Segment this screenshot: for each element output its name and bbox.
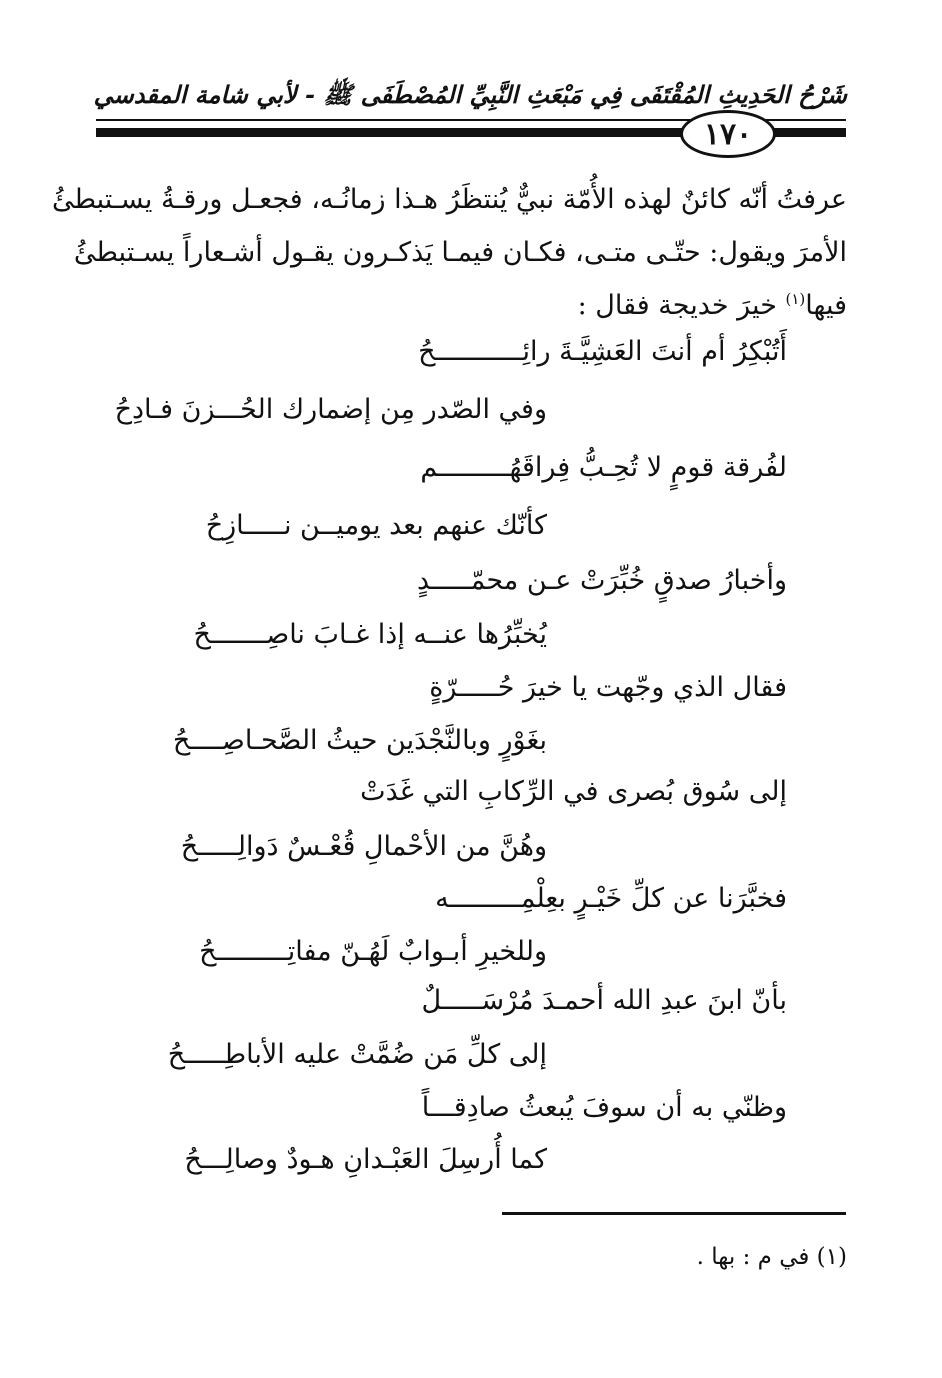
prose-line-1: عرفتُ أنّه كائنٌ لهذه الأُمّة نبيٌّ يُنتظَرُ هـذا زمانُـه، فجعـل ورقـةُ يسـتبطئُ bbox=[51, 184, 847, 215]
footnote-divider bbox=[502, 1212, 846, 1215]
prose-line-3-end: خيرَ خديجة فقال : bbox=[577, 290, 786, 321]
footnote: (١) في م : بها . bbox=[696, 1244, 847, 1270]
verse-line: بأنّ ابنَ عبدِ الله أحمـدَ مُرْسَـــــلٌ bbox=[421, 985, 787, 1016]
verse-line: أَتُبْكِرُ أم أنتَ العَشِيَّـةَ رائِـــــــــــحُ bbox=[418, 336, 787, 367]
page-number-badge bbox=[680, 110, 776, 158]
verse-line: وظنّي به أن سوفَ يُبعثُ صادِقـــاً bbox=[421, 1092, 787, 1123]
prose-line-3 bbox=[92, 279, 847, 332]
verse-line: لفُرقة قومٍ لا تُحِـبُّ فِراقَهُـــــــــم bbox=[420, 452, 787, 483]
running-header-title: شَرْحُ الحَدِيثِ المُقْتَفَى فِي مَبْعَثِ النَّبِيِّ المُصْطَفَى ﷺ - لأبي شامة المقدسي bbox=[93, 80, 847, 109]
verse-line: فقال الذي وجّهت يا خيرَ حُـــــرّةٍ bbox=[429, 672, 787, 703]
verse-line: إلى كلِّ مَن ضُمَّتْ عليه الأباطِـــــحُ bbox=[167, 1039, 547, 1070]
page-number: ١٧٠ bbox=[703, 116, 753, 152]
verse-line: وأخبارُ صدقٍ خُبِّرَتْ عـن محمّـــــدٍ bbox=[417, 565, 787, 596]
verse-line: كأنّك عنهم بعد يوميــن نـــــازِحُ bbox=[205, 510, 547, 541]
footnote-marker: (١) bbox=[785, 290, 806, 308]
verse-line: وفي الصّدر مِن إضمارك الحُـــزنَ فـادِحُ bbox=[114, 394, 547, 425]
verse-line: إلى سُوق بُصرى في الرِّكابِ التي غَدَتْ bbox=[360, 776, 787, 807]
verse-line: كما أُرسِلَ العَبْـدانِ هـودٌ وصالِـــحُ bbox=[184, 1144, 547, 1175]
prose-line-3-start: فيها bbox=[805, 290, 847, 321]
verse-line: يُخبِّرُها عنــه إذا غـابَ ناصِـــــــحُ bbox=[193, 619, 547, 650]
verse-line: فخبَّرَنا عن كلِّ خَيْـرٍ بعِلْمِـــــــــه bbox=[435, 883, 787, 914]
prose-line-2: الأمرَ ويقول: حتّـى متـى، فكـان فيمـا يَذكـرون يقـول أشـعاراً يسـتبطئُ bbox=[73, 237, 847, 268]
verse-line: بغَوْرٍ وبالنَّجْدَين حيثُ الصَّحـاصِــــحُ bbox=[172, 725, 547, 756]
verse-line: وهُنَّ من الأحْمالِ قُعْـسٌ دَوالِـــــحُ bbox=[180, 831, 547, 862]
verse-line: وللخيرِ أبـوابٌ لَهُـنّ مفاتِـــــــــحُ bbox=[199, 936, 547, 967]
